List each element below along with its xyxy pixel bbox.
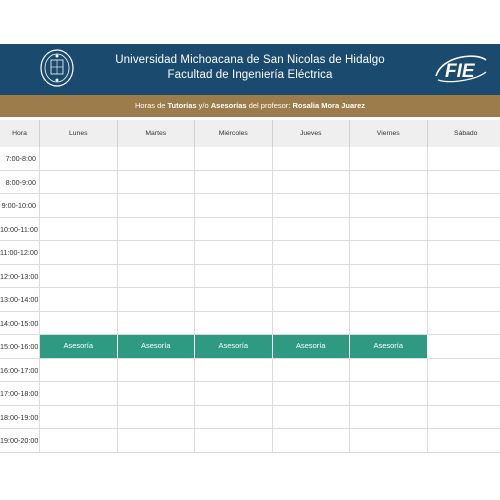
hour-text: 19:00-20:00 [0, 436, 39, 445]
banner-asesorias: Asesorías [210, 101, 247, 110]
schedule-cell[interactable] [195, 288, 273, 312]
column-header-viernes: Viernes [350, 120, 428, 147]
banner-tutorias: Tutorías [167, 101, 197, 110]
schedule-cell[interactable] [350, 406, 428, 430]
schedule-cell[interactable] [118, 359, 196, 383]
schedule-cell[interactable] [428, 171, 500, 195]
hour-text: 11:00-12:00 [0, 248, 38, 257]
professor-name: Rosalia Mora Juarez [292, 101, 365, 110]
schedule-cell[interactable] [350, 359, 428, 383]
hour-label [0, 406, 40, 430]
hour-text: 16:00-17:00 [0, 365, 39, 375]
hour-text: 17:00-18:00 [0, 389, 39, 398]
schedule-cell[interactable] [273, 171, 351, 195]
schedule-cell[interactable] [40, 194, 118, 218]
schedule-table [0, 120, 500, 457]
banner-prefix: Horas de [135, 101, 168, 110]
schedule-cell[interactable] [350, 147, 428, 171]
schedule-cell[interactable] [118, 382, 196, 406]
schedule-cell[interactable] [428, 429, 500, 453]
schedule-cell[interactable] [428, 288, 500, 312]
schedule-cell[interactable] [40, 265, 118, 289]
banner-suffix: del profesor: [246, 101, 293, 110]
schedule-cell[interactable] [118, 218, 196, 242]
hour-text: 13:00-14:00 [0, 295, 39, 304]
hour-text: 18:00-19:00 [0, 412, 39, 422]
schedule-cell[interactable] [40, 406, 118, 430]
schedule-cell[interactable] [350, 218, 428, 242]
activity-slot-miércoles[interactable]: Asesoría [195, 335, 273, 358]
schedule-cell[interactable] [195, 429, 273, 453]
schedule-cell[interactable] [273, 382, 351, 406]
banner-middle: y/o [196, 101, 211, 110]
schedule-cell[interactable] [350, 241, 428, 265]
schedule-cell[interactable] [273, 265, 351, 289]
hour-label [0, 312, 40, 336]
schedule-cell[interactable] [40, 429, 118, 453]
schedule-cell[interactable] [195, 265, 273, 289]
activity-slot-martes[interactable]: Asesoría [118, 335, 196, 358]
column-header-lunes: Lunes [40, 120, 118, 147]
hour-text: 7:00-8:00 [5, 154, 36, 163]
schedule-cell[interactable] [273, 429, 351, 453]
hour-label [0, 194, 40, 218]
activity-slot-jueves[interactable]: Asesoría [273, 335, 351, 358]
schedule-cell[interactable] [118, 171, 196, 195]
schedule-cell[interactable] [428, 265, 500, 289]
schedule-cell[interactable] [40, 218, 118, 242]
schedule-cell[interactable] [40, 171, 118, 195]
schedule-cell[interactable] [350, 265, 428, 289]
column-header-martes: Martes [118, 120, 196, 147]
page-header [0, 44, 500, 95]
schedule-cell[interactable] [350, 171, 428, 195]
schedule-cell[interactable] [118, 288, 196, 312]
hour-label [0, 359, 40, 383]
schedule-cell[interactable] [40, 359, 118, 383]
schedule-cell[interactable] [350, 312, 428, 336]
faculty-name: Facultad de Ingeniería Eléctrica [167, 69, 333, 81]
schedule-cell[interactable] [273, 359, 351, 383]
column-header-jueves: Jueves [273, 120, 351, 147]
hour-label [0, 147, 40, 171]
schedule-cell[interactable] [428, 335, 500, 359]
schedule-cell[interactable] [195, 171, 273, 195]
hour-text: 12:00-13:00 [0, 271, 39, 281]
hour-label [0, 335, 40, 359]
schedule-cell[interactable] [118, 265, 196, 289]
hour-label [0, 218, 40, 242]
hour-label [0, 241, 40, 265]
schedule-cell[interactable] [428, 241, 500, 265]
column-header-miércoles: Miércoles [195, 120, 273, 147]
schedule-cell[interactable] [428, 382, 500, 406]
schedule-cell[interactable] [195, 218, 273, 242]
schedule-cell[interactable] [40, 312, 118, 336]
hour-text: 15:00-16:00 [0, 342, 39, 351]
hour-text: 8:00-9:00 [5, 177, 36, 187]
fie-logo-text: FIE [445, 61, 475, 82]
schedule-cell[interactable] [273, 312, 351, 336]
professor-banner [0, 95, 500, 117]
schedule-cell[interactable] [350, 382, 428, 406]
schedule-cell[interactable] [195, 312, 273, 336]
schedule-cell[interactable] [195, 359, 273, 383]
schedule-cell[interactable] [118, 147, 196, 171]
column-header-sábado: Sábado [428, 120, 500, 147]
schedule-cell[interactable] [195, 382, 273, 406]
schedule-cell[interactable] [273, 406, 351, 430]
schedule-cell[interactable] [428, 218, 500, 242]
column-header-hora: Hora [0, 120, 40, 147]
hour-label [0, 382, 40, 406]
hour-text: 9:00-10:00 [1, 201, 36, 210]
hour-label [0, 288, 40, 312]
schedule-cell[interactable] [273, 147, 351, 171]
schedule-cell[interactable] [40, 382, 118, 406]
university-name: Universidad Michoacana de San Nicolas de Hidalgo [115, 54, 385, 66]
schedule-cell[interactable] [350, 288, 428, 312]
schedule-cell[interactable] [273, 288, 351, 312]
schedule-cell[interactable] [428, 312, 500, 336]
activity-slot-lunes[interactable]: Asesoría [40, 335, 118, 358]
hour-text: 14:00-15:00 [0, 318, 39, 328]
schedule-cell[interactable] [118, 429, 196, 453]
schedule-cell[interactable] [40, 241, 118, 265]
schedule-cell[interactable] [428, 147, 500, 171]
fie-logo-icon [432, 50, 490, 86]
hour-label [0, 429, 40, 453]
schedule-cell[interactable] [273, 241, 351, 265]
schedule-cell[interactable] [195, 194, 273, 218]
university-seal-icon [39, 48, 75, 88]
schedule-cell[interactable] [195, 147, 273, 171]
schedule-cell[interactable] [350, 194, 428, 218]
header-titles [105, 53, 395, 83]
hour-label [0, 171, 40, 195]
schedule-cell[interactable] [350, 429, 428, 453]
schedule-cell[interactable] [40, 288, 118, 312]
schedule-cell[interactable] [195, 241, 273, 265]
activity-slot-viernes[interactable]: Asesoría [350, 335, 428, 358]
hour-label [0, 265, 40, 289]
schedule-cell[interactable] [273, 218, 351, 242]
schedule-cell[interactable] [428, 194, 500, 218]
schedule-cell[interactable] [118, 241, 196, 265]
schedule-cell[interactable] [118, 406, 196, 430]
schedule-cell[interactable] [118, 312, 196, 336]
schedule-cell[interactable] [195, 406, 273, 430]
hour-text: 10:00-11:00 [0, 224, 38, 234]
schedule-cell[interactable] [428, 406, 500, 430]
schedule-cell[interactable] [118, 194, 196, 218]
schedule-cell[interactable] [428, 359, 500, 383]
schedule-cell[interactable] [273, 194, 351, 218]
schedule-cell[interactable] [40, 147, 118, 171]
